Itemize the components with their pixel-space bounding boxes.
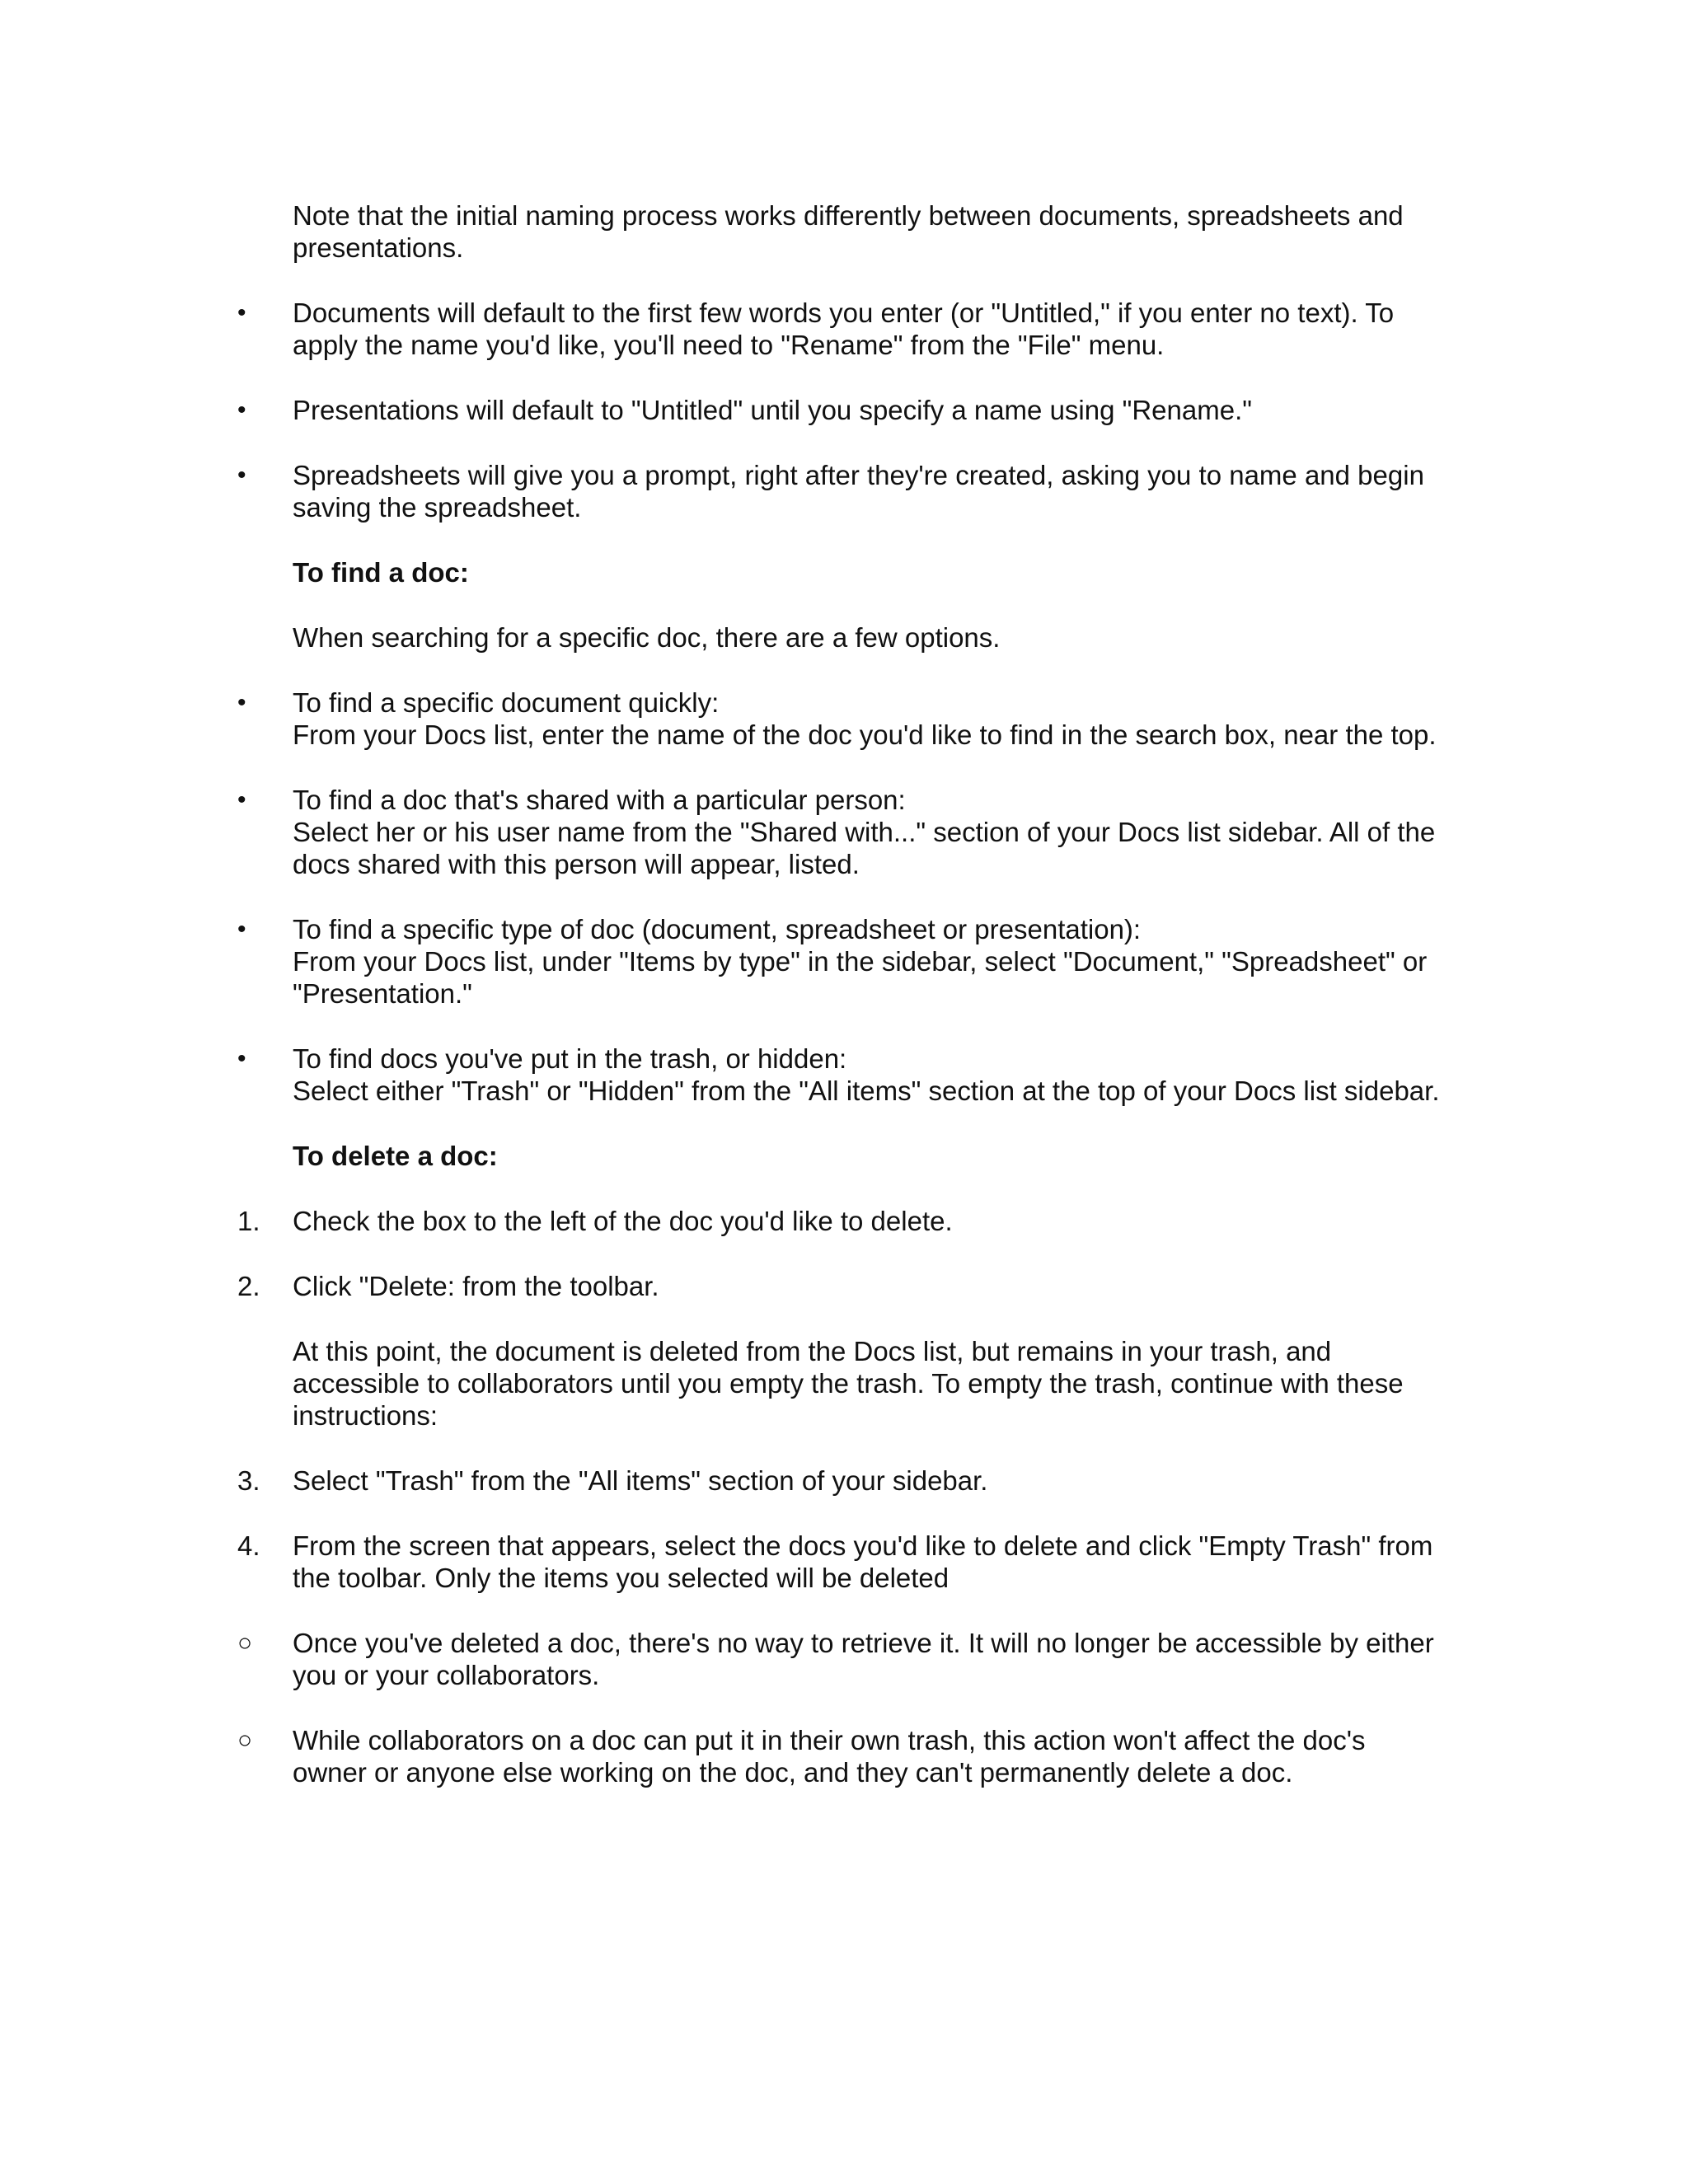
- bullet-icon: •: [237, 299, 246, 326]
- step-text: Select "Trash" from the "All items" section of your sidebar.: [293, 1465, 988, 1496]
- step-text: Click "Delete: from the toolbar.: [293, 1271, 659, 1301]
- list-item: [237, 459, 1441, 523]
- numbered-step: [237, 1270, 1441, 1302]
- step-number: 4.: [237, 1530, 260, 1561]
- list-item: [237, 297, 1441, 361]
- list-item-title: To find docs you've put in the trash, or hidden:: [293, 1043, 847, 1074]
- list-item: [237, 784, 1441, 880]
- bullet-icon: •: [237, 786, 246, 813]
- find-intro: [237, 621, 1441, 654]
- heading-text: To delete a doc:: [293, 1141, 498, 1171]
- section-heading-delete: [237, 1140, 1441, 1172]
- list-item: [237, 687, 1441, 751]
- circle-bullet-icon: ○: [237, 1727, 253, 1754]
- bullet-icon: •: [237, 689, 246, 716]
- list-item-text: Documents will default to the first few words you enter (or "Untitled," if you enter no text). To apply the name you'd like, you'll need to "Rename" from the "File" menu.: [293, 298, 1395, 360]
- heading-text: To find a doc:: [293, 557, 469, 588]
- list-item-body: Select her or his user name from the "Shared with..." section of your Docs list sidebar. All of the docs shared with this person will appear, listed.: [293, 817, 1436, 879]
- document-body: [237, 199, 1441, 1821]
- delete-note: [237, 1335, 1441, 1432]
- bullet-icon: •: [237, 396, 246, 424]
- step-text: Check the box to the left of the doc you'd like to delete.: [293, 1206, 953, 1236]
- list-item-title: To find a doc that's shared with a particular person:: [293, 785, 906, 815]
- list-item-body: From your Docs list, under "Items by type" in the sidebar, select "Document," "Spreadsheet" or "Presentation.": [293, 946, 1428, 1009]
- section-heading-find: [237, 556, 1441, 588]
- list-item: [237, 394, 1441, 426]
- step-number: 1.: [237, 1206, 260, 1236]
- list-item: [237, 1043, 1441, 1107]
- list-item-text: Spreadsheets will give you a prompt, right after they're created, asking you to name and begin saving the spreadsheet.: [293, 460, 1424, 523]
- sub-list-item-text: Once you've deleted a doc, there's no way to retrieve it. It will no longer be accessible by either you or your collaborators.: [293, 1628, 1434, 1690]
- list-item-title: To find a specific document quickly:: [293, 687, 720, 718]
- sub-list-item-text: While collaborators on a doc can put it in their own trash, this action won't affect the doc's owner or anyone else working on the doc, and they can't permanently delete a doc.: [293, 1725, 1366, 1788]
- step-number: 3.: [237, 1465, 260, 1496]
- step-text: From the screen that appears, select the docs you'd like to delete and click "Empty Trash" from the toolbar. Only the items you selected will be deleted: [293, 1530, 1433, 1593]
- list-item-body: From your Docs list, enter the name of the doc you'd like to find in the search box, near the top.: [293, 719, 1437, 750]
- note-text: At this point, the document is deleted from the Docs list, but remains in your trash, and accessible to collaborators until you empty the trash. To empty the trash, continue with these instructions:: [293, 1336, 1404, 1431]
- intro-paragraph: [237, 199, 1441, 264]
- list-item-body: Select either "Trash" or "Hidden" from the "All items" section at the top of your Docs list sidebar.: [293, 1076, 1440, 1106]
- list-item-text: Presentations will default to "Untitled" until you specify a name using "Rename.": [293, 395, 1252, 425]
- sub-list-item: [237, 1724, 1441, 1788]
- bullet-icon: •: [237, 462, 246, 489]
- list-item: [237, 913, 1441, 1010]
- bullet-icon: •: [237, 916, 246, 943]
- numbered-step: [237, 1205, 1441, 1237]
- step-number: 2.: [237, 1271, 260, 1301]
- intro-text: Note that the initial naming process works differently between documents, spreadsheets and presentations.: [293, 200, 1404, 263]
- sub-list-item: [237, 1627, 1441, 1691]
- circle-bullet-icon: ○: [237, 1629, 253, 1657]
- numbered-step: [237, 1465, 1441, 1497]
- bullet-icon: •: [237, 1045, 246, 1072]
- find-intro-text: When searching for a specific doc, there are a few options.: [293, 622, 1001, 653]
- list-item-title: To find a specific type of doc (document, spreadsheet or presentation):: [293, 914, 1142, 944]
- numbered-step: [237, 1530, 1441, 1594]
